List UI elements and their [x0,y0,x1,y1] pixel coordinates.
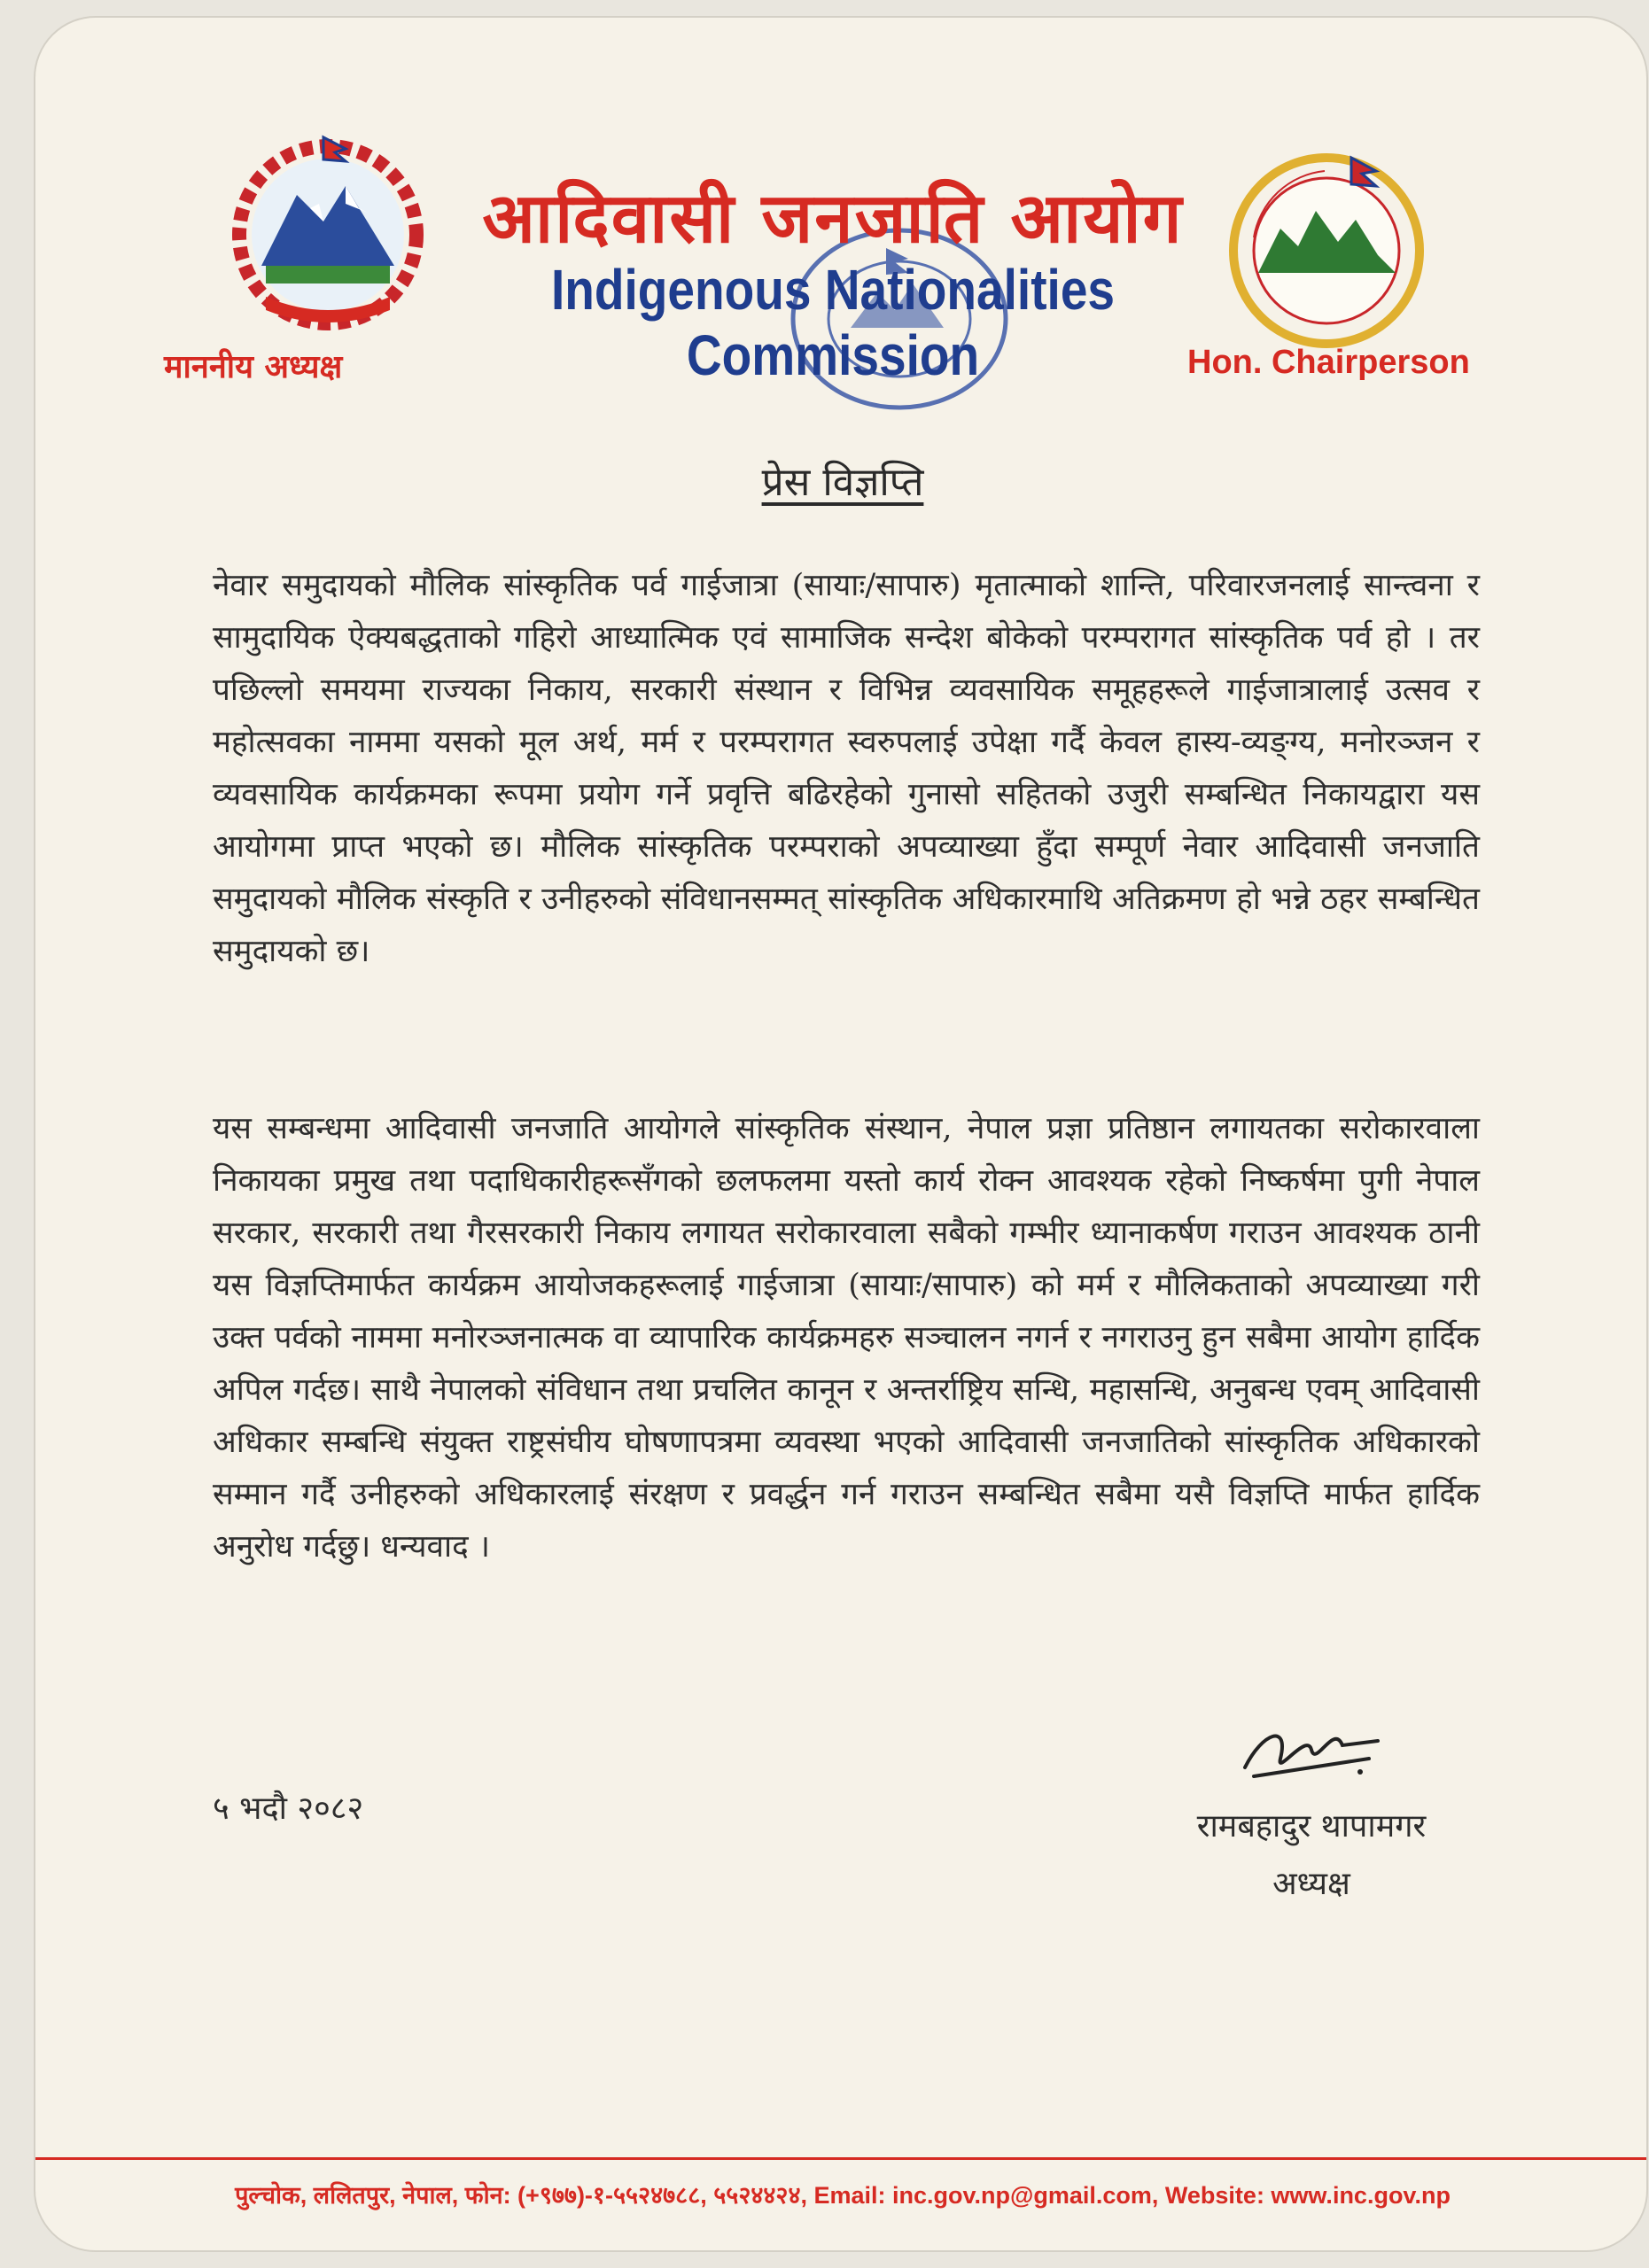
signer-name: रामबहादुर थापामगर [1196,1808,1427,1845]
document-date: ५ भदौ २०८२ [213,1790,364,1827]
signer-title: अध्यक्ष [1272,1866,1350,1902]
signature-image [1227,1697,1396,1794]
org-name-nepali: आदिवासी जनजाति आयोग [482,179,1184,259]
document-title: प्रेस विज्ञप्ति [761,460,924,505]
paragraph-1: नेवार समुदायको मौलिक सांस्कृतिक पर्व गाईजात्रा (सायाः/सापारु) मृतात्माको शान्ति, परिवारजनलाई सान्त्वना र सामुदायिक ऐक्यबद्धताको गहिरो आध्यात्मिक एवं सामाजिक सन्देश बोकेको परम्परागत सांस्कृतिक पर्व हो । तर पछिल्लो समयमा राज्यका निकाय, सरकारी संस्थान र विभिन्न व्यवसायिक समूहहरूले गाईजात्रालाई उत्सव र महोत्सवका नाममा यसको मूल अर्थ, मर्म र परम्परागत स्वरुपलाई उपेक्षा गर्दै केवल हास्य-व्यङ्ग्य, मनोरञ्जन र व्यवसायिक कार्यक्रमका रूपमा प्रयोग गर्ने प्रवृत्ति बढिरहेको गुनासो सहितको उजुरी सम्बन्धित निकायद्वारा यस आयोगमा प्राप्त भएको छ। मौलिक सांस्कृतिक परम्पराको अपव्याख्या हुँदा सम्पूर्ण नेवार आदिवासी जनजाति समुदायको मौलिक संस्कृति र उनीहरुको संविधानसम्मत् सांस्कृतिक अधिकारमाथि अतिक्रमण हो भन्ने ठहर सम्बन्धित समुदायको छ। [213,568,1480,969]
footer-divider [35,2157,1648,2160]
role-english: Hon. Chairperson [1187,344,1470,381]
paragraph-2: यस सम्बन्धमा आदिवासी जनजाति आयोगले सांस्कृतिक संस्थान, नेपाल प्रज्ञा प्रतिष्ठान लगायतका सरोकारवाला निकायका प्रमुख तथा पदाधिकारीहरूसँगको छलफलमा यस्तो कार्य रोक्न आवश्यक रहेको निष्कर्षमा पुगी नेपाल सरकार, सरकारी तथा गैरसरकारी निकाय लगायत सरोकारवाला सबैको गम्भीर ध्यानाकर्षण गराउन आवश्यक ठानी यस विज्ञप्तिमार्फत कार्यक्रम आयोजकहरूलाई गाईजात्रा (सायाः/सापारु) को मर्म र मौलिकताको अपव्याख्या गरी उक्त पर्वको नाममा मनोरञ्जनात्मक वा व्यापारिक कार्यक्रमहरु सञ्चालन नगर्न र नगराउनु हुन सबैमा आयोग हार्दिक अपिल गर्दछ। साथै नेपालको संविधान तथा प्रचलित कानून र अन्तर्राष्ट्रिय सन्धि, महासन्धि, अनुबन्ध एवम् आदिवासी अधिकार सम्बन्धि संयुक्त राष्ट्रसंघीय घोषणापत्रमा व्यवस्था भएको आदिवासी जनजातिको सांस्कृतिक अधिकारको सम्मान गर्दै उनीहरुको अधिकारलाई संरक्षण र प्रवर्द्धन गर्न गराउन सम्बन्धित सबैमा यसै विज्ञप्ति मार्फत हार्दिक अनुरोध गर्दछु। धन्यवाद । [213,1111,1480,1565]
nepal-emblem-icon [213,133,443,346]
org-name-english: Indigenous Nationalities Commission [550,258,1116,387]
document-page [34,16,1648,2252]
role-nepali: माननीय अध्यक्ष [164,349,343,385]
commission-logo-icon [1218,149,1435,353]
footer-contact: पुल्चोक, ललितपुर, नेपाल, फोन: (+९७७)-१-५५२४७८८, ५५२४४२४, Email: inc.gov.np@gmail.com, Website: www.inc.gov.np [235,2182,1451,2209]
